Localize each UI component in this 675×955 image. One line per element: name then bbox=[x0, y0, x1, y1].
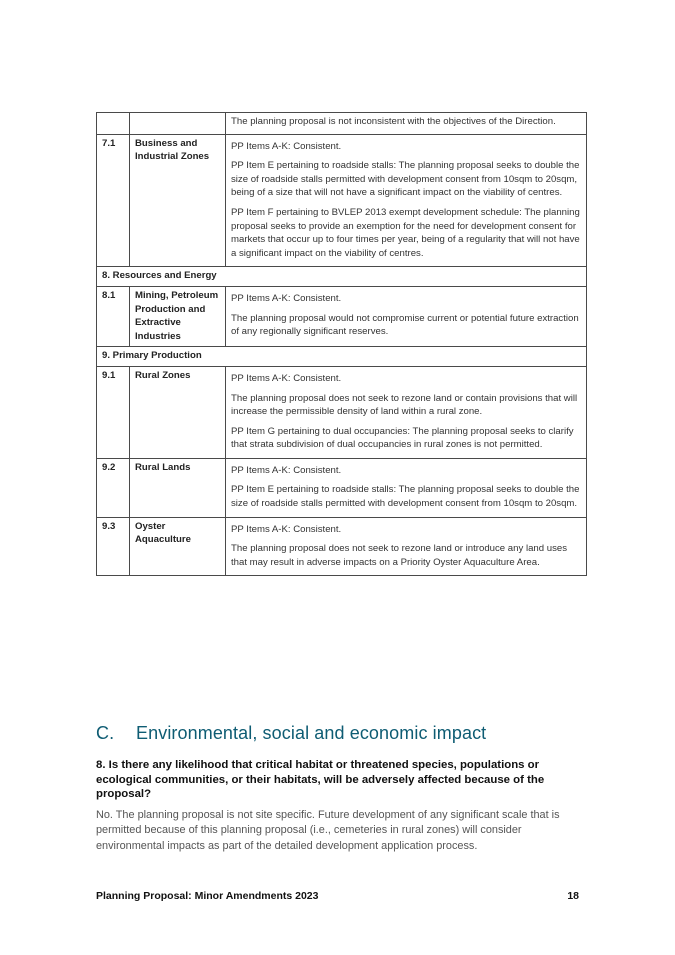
page-footer bbox=[96, 890, 579, 902]
paragraph: PP Items A-K: Consistent. bbox=[231, 523, 342, 535]
section-title: Environmental, social and economic impact bbox=[136, 723, 487, 743]
table-row bbox=[97, 517, 587, 576]
paragraph: PP Item E pertaining to roadside stalls: The planning proposal seeks to double the size of roadside stalls permitted with development consent from 10sqm to 20sqm, being of a size that will not have a significant impact on the viability of centres. bbox=[231, 160, 580, 199]
consistency-table bbox=[96, 112, 587, 576]
continuation-text: The planning proposal is not inconsistent with the objectives of the Direction. bbox=[231, 116, 556, 127]
direction-name: Oyster Aquaculture bbox=[130, 517, 226, 576]
paragraph: PP Items A-K: Consistent. bbox=[231, 292, 342, 304]
table-row bbox=[97, 286, 587, 346]
direction-name: Rural Zones bbox=[130, 366, 226, 458]
direction-number: 9.2 bbox=[97, 458, 130, 517]
direction-name: Mining, Petroleum Production and Extractive Industries bbox=[130, 286, 226, 346]
paragraph: PP Item F pertaining to BVLEP 2013 exempt development schedule: The planning proposal seeks to provide an exemption for the need for development consent for markets that occur up to four times per year, being of a regularity that will not have a significant impact on the viability of centres. bbox=[231, 206, 580, 259]
direction-name: Business and Industrial Zones bbox=[130, 134, 226, 267]
direction-number: 9.1 bbox=[97, 366, 130, 458]
section-heading bbox=[96, 723, 486, 744]
paragraph: PP Items A-K: Consistent. bbox=[231, 464, 342, 476]
text-cell bbox=[226, 286, 587, 346]
question-text: 8. Is there any likelihood that critical habitat or threatened species, populations or ecological communities, or their habitats, will be adversely affected because of the proposal? bbox=[96, 759, 545, 800]
paragraph: The planning proposal does not seek to rezone land or introduce any land uses that may result in adverse impacts on a Priority Oyster Aquaculture Area. bbox=[231, 543, 568, 568]
footer-title: Planning Proposal: Minor Amendments 2023 bbox=[96, 890, 319, 902]
paragraph: The planning proposal would not compromise current or potential future extraction of any regionally significant reserves. bbox=[231, 312, 579, 338]
text-cell bbox=[226, 134, 587, 267]
table-row bbox=[97, 366, 587, 458]
direction-name: Rural Lands bbox=[130, 458, 226, 517]
direction-number: 9.3 bbox=[97, 517, 130, 576]
text-cell bbox=[226, 517, 587, 576]
section-letter: C. bbox=[96, 723, 115, 743]
page-number: 18 bbox=[567, 890, 579, 902]
paragraph: PP Items A-K: Consistent. bbox=[231, 372, 342, 384]
text-cell bbox=[226, 366, 587, 458]
section-row bbox=[97, 267, 587, 287]
text-cell bbox=[226, 458, 587, 517]
paragraph: PP Items A-K: Consistent. bbox=[231, 140, 342, 152]
answer-text: No. The planning proposal is not site specific. Future development of any significant scale that is permitted because of this planning proposal (i.e., cemeteries in rural zones) will consider environmental impacts as part of the detailed development application process. bbox=[96, 809, 560, 852]
table-row bbox=[97, 458, 587, 517]
num-cell bbox=[97, 113, 130, 135]
name-cell bbox=[130, 113, 226, 135]
text-cell bbox=[226, 113, 587, 135]
paragraph: The planning proposal does not seek to rezone land or contain provisions that will increase the permissible density of land within a rural zone. bbox=[231, 392, 578, 418]
table-row bbox=[97, 113, 587, 135]
section-heading-cell: 9. Primary Production bbox=[97, 347, 587, 367]
paragraph: PP Item E pertaining to roadside stalls: The planning proposal seeks to double the size of roadside stalls permitted with development consent from 10sqm to 20sqm. bbox=[231, 484, 580, 510]
direction-number: 7.1 bbox=[97, 134, 130, 267]
direction-number: 8.1 bbox=[97, 286, 130, 346]
section-row bbox=[97, 347, 587, 367]
section-heading-cell: 8. Resources and Energy bbox=[97, 267, 587, 287]
paragraph: PP Item G pertaining to dual occupancies: The planning proposal seeks to clarify that strata subdivision of dual occupancies in rural zones is not permitted. bbox=[231, 425, 574, 451]
table-row bbox=[97, 134, 587, 267]
